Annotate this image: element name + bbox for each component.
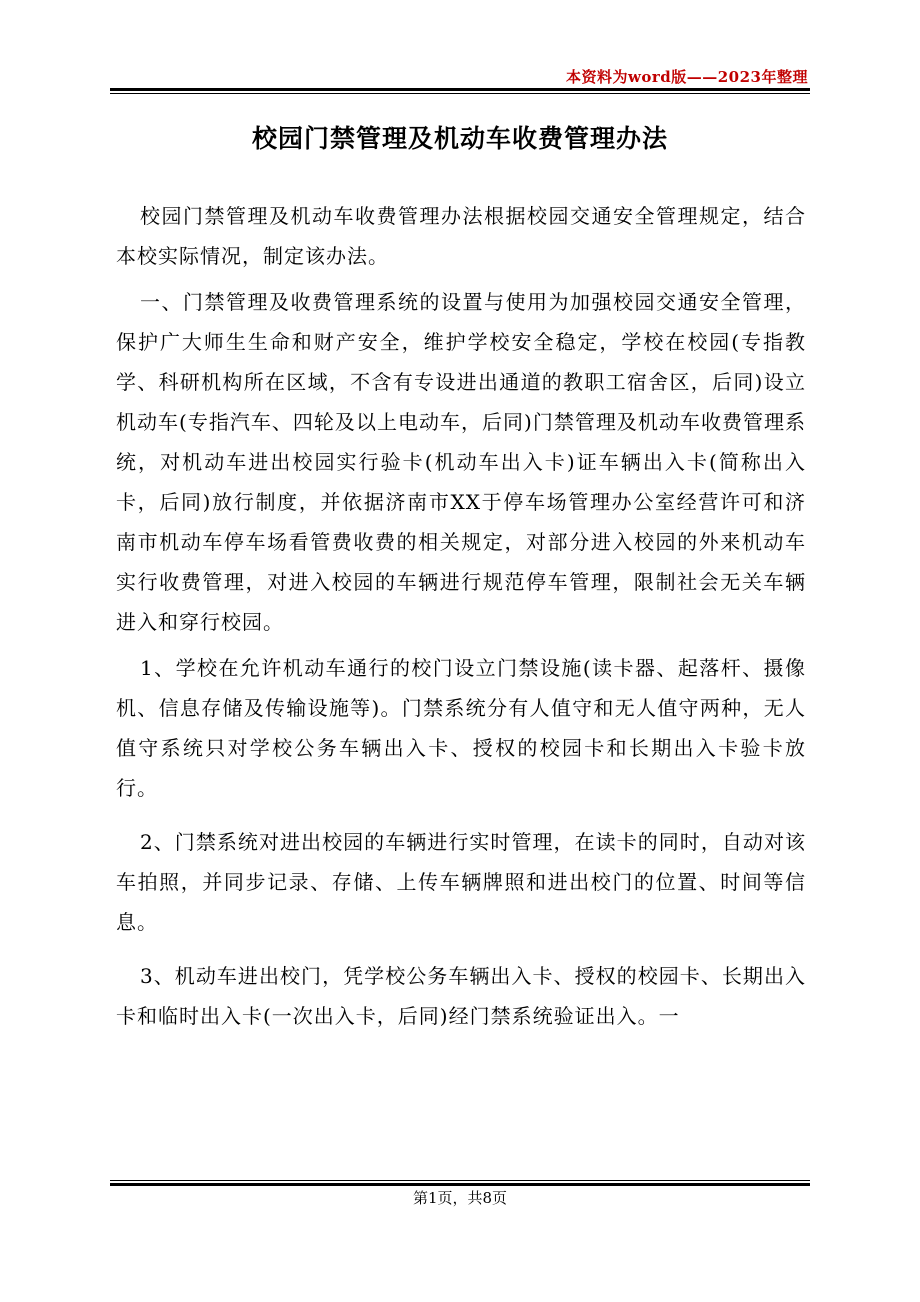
paragraph-intro: 校园门禁管理及机动车收费管理办法根据校园交通安全管理规定，结合本校实际情况，制定该办法。: [116, 204, 806, 268]
header-rule-thick: [110, 88, 810, 91]
paragraph-item-2: 2、门禁系统对进出校园的车辆进行实时管理，在读卡的同时，自动对该车拍照，并同步记录、存储、上传车辆牌照和进出校门的位置、时间等信息。: [116, 830, 806, 934]
paragraph-item-1: 1、学校在允许机动车通行的校门设立门禁设施(读卡器、起落杆、摄像机、信息存储及传输设施等)。门禁系统分有人值守和无人值守两种，无人值守系统只对学校公务车辆出入卡、授权的校园卡和长期出入卡验卡放行。: [116, 656, 806, 800]
footer-rule-thick: [110, 1183, 810, 1186]
document-title: 校园门禁管理及机动车收费管理办法: [251, 123, 668, 153]
paragraph-item-3: 3、机动车进出校门，凭学校公务车辆出入卡、授权的校园卡、长期出入卡和临时出入卡(一次出入卡，后同)经门禁系统验证出入。一: [116, 964, 806, 1028]
footer-rule-thin: [110, 1180, 810, 1181]
header-rule-thin: [110, 93, 810, 94]
header-note: 本资料为word版——2023年整理: [565, 68, 808, 86]
paragraph-section-1: 一、门禁管理及收费管理系统的设置与使用为加强校园交通安全管理，保护广大师生生命和财产安全，维护学校安全稳定，学校在校园(专指教学、科研机构所在区域，不含有专设进出通道的教职工宿舍区，后同)设立机动车(专指汽车、四轮及以上电动车，后同)门禁管理及机动车收费管理系统，对机动车进出校园实行验卡(机动车出入卡)证车辆出入卡(简称出入卡，后同)放行制度，并依据济南市XX于停车场管理办公室经营许可和济南市机动车停车场看管费收费的相关规定，对部分进入校园的外来机动车实行收费管理，对进入校园的车辆进行规范停车管理，限制社会无关车辆进入和穿行校园。: [116, 290, 806, 634]
document-body: [116, 196, 806, 1050]
page-number: 第1页，共8页: [412, 1189, 508, 1207]
